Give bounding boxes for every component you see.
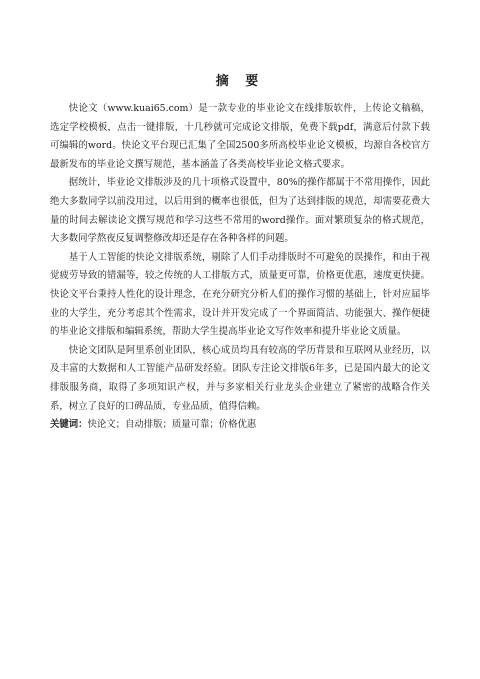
keywords-line — [50, 416, 430, 435]
abstract-paragraph-3: 基于人工智能的快论文排版系统，剔除了人们手动排版时不可避免的误操作，和由于视觉疲劳导致的错漏等，较之传统的人工排版方式，质量更可靠，价格更优惠，速度更快捷。快论文平台秉持人性化的设计理念，在充分研究分析人们的操作习惯的基础上，针对应届毕业的大学生，充分考虑其个性需求，设计并开发完成了一个界面简洁、功能强大、操作便捷的毕业论文排版和编辑系统，帮助大学生提高毕业论文写作效率和提升毕业论文质量。 — [50, 251, 430, 338]
abstract-title: 摘 要 — [215, 74, 265, 89]
abstract-paragraph-1: 快论文（www.kuai65.com）是一款专业的毕业论文在线排版软件，上传论文稿稿，选定学校模板，点击一键排版，十几秒就可完成论文排版，免费下载pdf，满意后付款下载可编辑的word。快论文平台现已汇集了全国2500多所高校毕业论文模板，均源自各校官方最新发布的毕业论文撰写规范，基本涵盖了各类高校毕业论文格式要求。 — [50, 103, 430, 170]
keywords-label: 关键词： — [50, 419, 88, 431]
keywords-text: 快论文；自动排版；质量可靠；价格优惠 — [87, 419, 257, 431]
abstract-paragraph-2: 据统计，毕业论文排版涉及的几十项格式设置中，80%的操作都属于不常用操作，因此绝大多数同学以前没用过，以后用到的概率也很低，但为了达到排版的规范，却需要花费大量的时间去解读论文撰写规范和学习这些不常用的word操作。面对繁琐复杂的格式规范，大多数同学熬夜反复调整修改却还是存在各种各样的问题。 — [50, 177, 430, 245]
abstract-paragraph-4: 快论文团队是阿里系创业团队，核心成员均具有较高的学历背景和互联网从业经历，以及丰富的大数据和人工智能产品研发经验。团队专注论文排版6年多，已是国内最大的论文排版服务商，取得了多项知识产权，并与多家相关行业龙头企业建立了紧密的战略合作关系，树立了良好的口碑品质，专业品质，值得信赖。 — [50, 344, 430, 412]
